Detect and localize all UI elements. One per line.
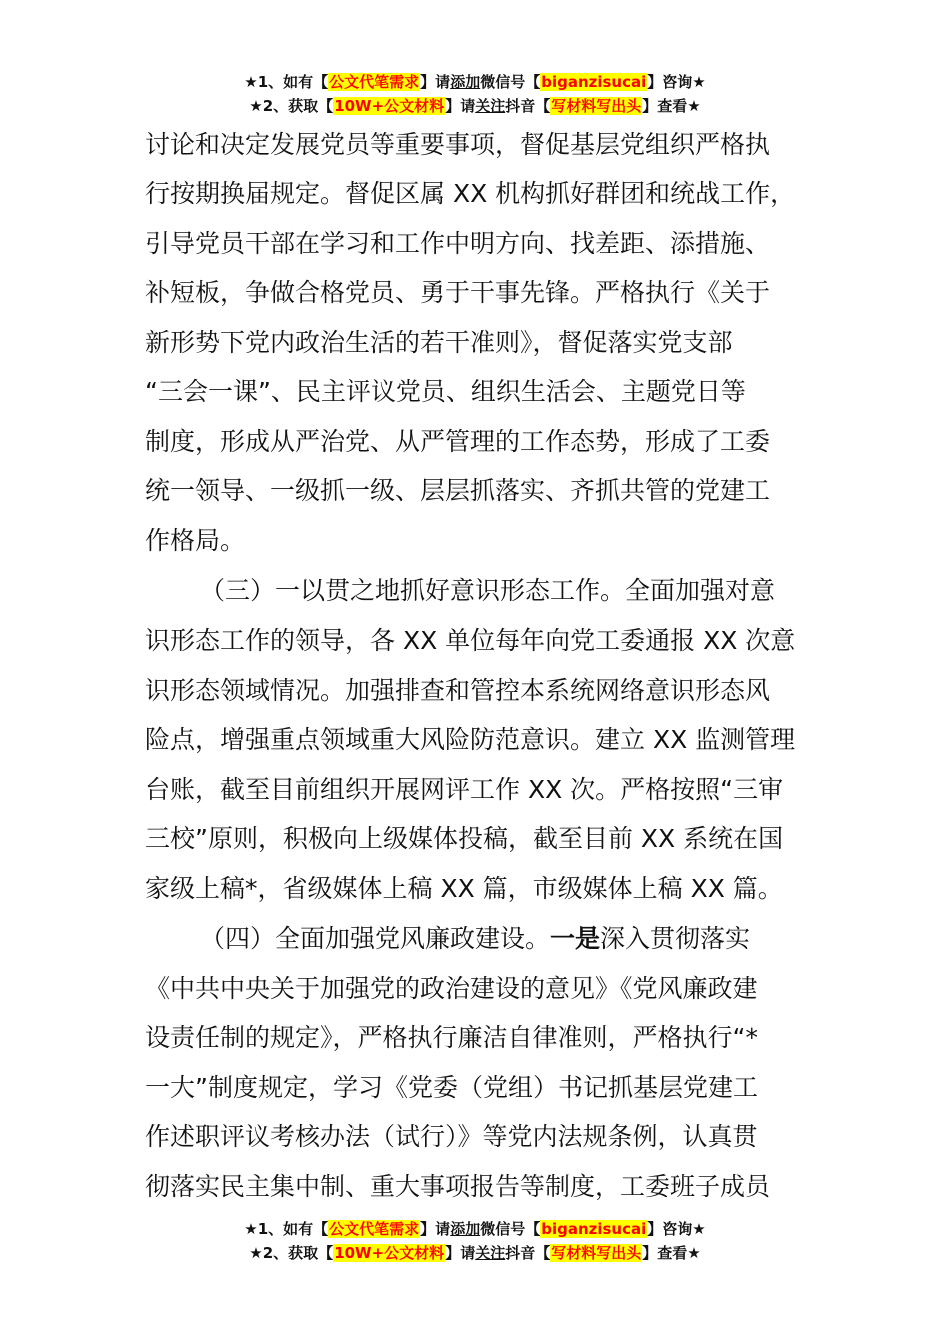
text-fragment: 深入贯彻落实 <box>600 924 751 953</box>
banner-line-2 <box>0 94 950 118</box>
banner-text: 】请 <box>420 1220 451 1238</box>
banner-text: 】请 <box>445 1244 476 1262</box>
banner-text: 】咨询★ <box>647 73 706 91</box>
banner-highlight: 写材料写出头 <box>551 97 642 115</box>
section-heading-line <box>200 922 750 956</box>
banner-highlight: 公文代笔需求 <box>329 73 420 91</box>
text-line: 三校”原则，积极向上级媒体投稿，截至目前 XX 系统在国 <box>145 824 784 853</box>
text-line: 台账，截至目前组织开展网评工作 XX 次。严格按照“三审 <box>145 775 784 804</box>
text-line: 引导党员干部在学习和工作中明方向、找差距、添措施、 <box>145 229 771 258</box>
text-line: 制度，形成从严治党、从严管理的工作态势，形成了工委 <box>145 427 771 456</box>
banner-text: 微信号【 <box>480 73 541 91</box>
banner-text: 】查看★ <box>642 97 701 115</box>
text-line: 行按期换届规定。督促区属 XX 机构抓好群团和统战工作， <box>145 179 796 208</box>
banner-highlight: 写材料写出头 <box>551 1244 642 1262</box>
text-line: 险点，增强重点领域重大风险防范意识。建立 XX 监测管理 <box>145 725 796 754</box>
banner-highlight: biganzisucai <box>541 73 647 91</box>
banner-text: ★2、获取【 <box>249 1244 334 1262</box>
text-line: 家级上稿*，省级媒体上稿 XX 篇，市级媒体上稿 XX 篇。 <box>145 874 783 903</box>
text-line: 新形势下党内政治生活的若干准则》，督促落实党支部 <box>145 328 733 357</box>
text-line: 彻落实民主集中制、重大事项报告等制度，工委班子成员 <box>145 1172 771 1201</box>
banner-underlined-text: 添加 <box>450 1220 481 1238</box>
banner-underlined-text: 添加 <box>450 73 481 91</box>
text-line: 识形态领域情况。加强排查和管控本系统网络意识形态风 <box>145 676 771 705</box>
banner-highlight: 10W+公文材料 <box>334 1244 445 1262</box>
banner-underlined-text: 关注 <box>475 97 506 115</box>
banner-line-1 <box>0 1217 950 1241</box>
banner-text: 】请 <box>420 73 451 91</box>
banner-text: 】咨询★ <box>647 1220 706 1238</box>
banner-highlight: 10W+公文材料 <box>334 97 445 115</box>
banner-underlined-text: 关注 <box>475 1244 506 1262</box>
text-line: 识形态工作的领导，各 XX 单位每年向党工委通报 XX 次意 <box>145 626 796 655</box>
banner-text: 】请 <box>445 97 476 115</box>
bold-emphasis: 一是 <box>550 924 601 953</box>
text-line: “三会一课”、民主评议党员、组织生活会、主题党日等 <box>145 377 746 406</box>
text-line: 讨论和决定发展党员等重要事项，督促基层党组织严格执 <box>145 130 771 159</box>
text-line: 《中共中央关于加强党的政治建设的意见》《党风廉政建 <box>145 974 758 1003</box>
banner-highlight: 公文代笔需求 <box>329 1220 420 1238</box>
banner-text: 抖音【 <box>505 97 551 115</box>
text-line: 作格局。 <box>145 526 246 555</box>
header-banner <box>0 70 950 118</box>
section-heading-line: （三）一以贯之地抓好意识形态工作。全面加强对意 <box>200 576 776 605</box>
text-line: 补短板，争做合格党员、勇于干事先锋。严格执行《关于 <box>145 278 771 307</box>
banner-line-2 <box>0 1241 950 1265</box>
banner-line-1 <box>0 70 950 94</box>
text-line: 一大”制度规定，学习《党委（党组）书记抓基层党建工 <box>145 1073 758 1102</box>
text-line: 设责任制的规定》，严格执行廉洁自律准则，严格执行“* <box>145 1023 758 1052</box>
banner-text: ★1、如有【 <box>244 1220 329 1238</box>
text-line: 统一领导、一级抓一级、层层抓落实、齐抓共管的党建工 <box>145 476 771 505</box>
banner-text: 抖音【 <box>505 1244 551 1262</box>
banner-highlight: biganzisucai <box>541 1220 647 1238</box>
banner-text: 】查看★ <box>642 1244 701 1262</box>
banner-text: ★2、获取【 <box>249 97 334 115</box>
banner-text: ★1、如有【 <box>244 73 329 91</box>
text-line: 作述职评议考核办法（试行）》等党内法规条例，认真贯 <box>145 1122 758 1151</box>
banner-text: 微信号【 <box>480 1220 541 1238</box>
footer-banner <box>0 1217 950 1265</box>
section-heading: （四）全面加强党风廉政建设。 <box>200 924 551 953</box>
